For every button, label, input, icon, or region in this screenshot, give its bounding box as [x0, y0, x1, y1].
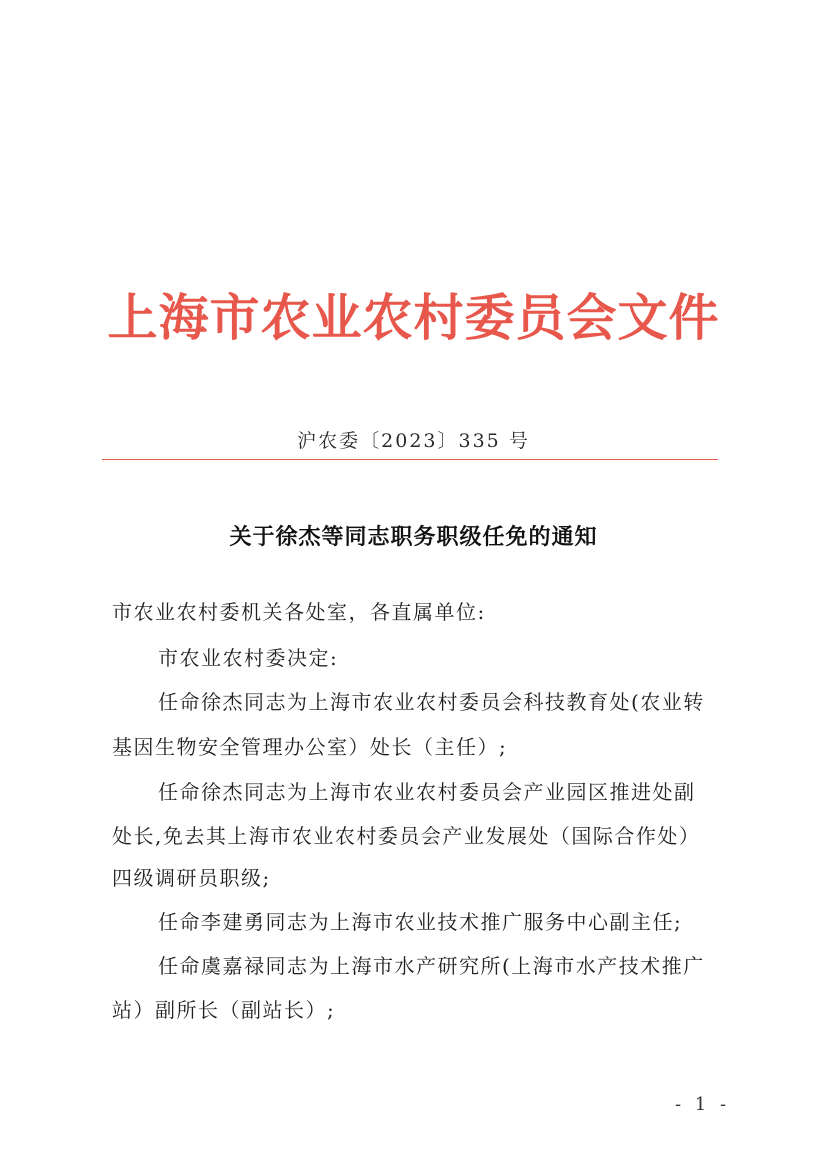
body-line: 任命徐杰同志为上海市农业农村委员会产业园区推进处副: [158, 780, 696, 804]
document-number: 沪农委〔2023〕335 号: [297, 430, 530, 452]
body-line: 基因生物安全管理办公室）处长（主任）;: [112, 735, 508, 759]
body-line: 任命李建勇同志为上海市农业技术推广服务中心副主任;: [158, 910, 683, 934]
body-line: 处长,免去其上海市农业农村委员会产业发展处（国际合作处）: [112, 824, 701, 848]
body-line: 站）副所长（副站长）;: [112, 998, 336, 1022]
red-divider-line: [102, 459, 718, 460]
body-line: 任命虞嘉禄同志为上海市水产研究所(上海市水产技术推广: [158, 954, 705, 978]
body-line: 任命徐杰同志为上海市农业农村委员会科技教育处(农业转: [158, 690, 705, 714]
document-header-title: 上海市农业农村委员会文件: [107, 288, 720, 347]
notice-title: 关于徐杰等同志职务职级任免的通知: [229, 524, 598, 550]
body-line: 四级调研员职级;: [112, 866, 271, 890]
body-line: 市农业农村委决定:: [158, 646, 339, 670]
document-body: [112, 596, 732, 1036]
salutation: 市农业农村委机关各处室，各直属单位:: [112, 600, 486, 624]
page-number: - 1 -: [675, 1094, 731, 1115]
